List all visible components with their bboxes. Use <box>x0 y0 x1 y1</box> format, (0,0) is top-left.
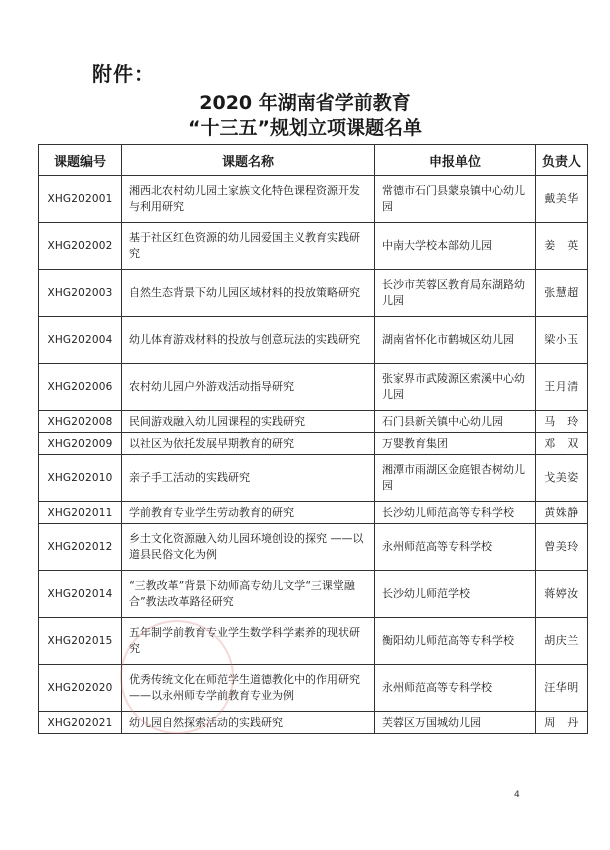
header-person: 负责人 <box>536 145 588 176</box>
row-unit: 常德市石门县蒙泉镇中心幼儿园 <box>375 176 536 223</box>
row-person: 戈美姿 <box>536 455 588 502</box>
row-unit: 中南大学校本部幼儿园 <box>375 223 536 270</box>
header-code: 课题编号 <box>39 145 122 176</box>
row-unit: 长沙幼儿师范高等专科学校 <box>375 502 536 524</box>
row-project-name: “三教改革”背景下幼师高专幼儿文学“三课堂融合”教法改革路径研究 <box>122 571 375 618</box>
row-project-name: 湘西北农村幼儿园土家族文化特色课程资源开发与利用研究 <box>122 176 375 223</box>
row-project-name: 以社区为依托发展早期教育的研究 <box>122 433 375 455</box>
header-unit: 申报单位 <box>375 145 536 176</box>
row-project-name: 亲子手工活动的实践研究 <box>122 455 375 502</box>
row-person: 戴美华 <box>536 176 588 223</box>
row-person: 曾美玲 <box>536 524 588 571</box>
row-code: XHG202004 <box>39 317 122 364</box>
page-number: 4 <box>514 790 520 800</box>
project-table <box>38 144 588 734</box>
row-unit: 衡阳幼儿师范高等专科学校 <box>375 618 536 665</box>
row-person: 蒋婷汝 <box>536 571 588 618</box>
row-code: XHG202002 <box>39 223 122 270</box>
table-row <box>39 571 588 618</box>
table-row <box>39 502 588 524</box>
row-person: 梁小玉 <box>536 317 588 364</box>
document-title-line1: 2020 年湖南省学前教育 <box>199 92 411 114</box>
table-row <box>39 524 588 571</box>
row-person: 姜 英 <box>536 223 588 270</box>
row-person: 汪华明 <box>536 665 588 712</box>
row-code: XHG202003 <box>39 270 122 317</box>
table-header-row <box>39 145 588 176</box>
row-code: XHG202001 <box>39 176 122 223</box>
row-unit: 张家界市武陵源区索溪中心幼儿园 <box>375 364 536 411</box>
row-code: XHG202011 <box>39 502 122 524</box>
attachment-label: 附件： <box>92 62 155 86</box>
table-row <box>39 618 588 665</box>
row-code: XHG202015 <box>39 618 122 665</box>
table-row <box>39 433 588 455</box>
row-project-name: 幼儿体育游戏材料的投放与创意玩法的实践研究 <box>122 317 375 364</box>
table-row <box>39 223 588 270</box>
row-unit: 芙蓉区万国城幼儿园 <box>375 712 536 734</box>
header-name: 课题名称 <box>122 145 375 176</box>
row-unit: 湘潭市雨湖区金庭银杏树幼儿园 <box>375 455 536 502</box>
table-row <box>39 712 588 734</box>
document-title-line2: “十三五”规划立项课题名单 <box>188 117 422 139</box>
row-project-name: 五年制学前教育专业学生数学科学素养的现状研究 <box>122 618 375 665</box>
table-row <box>39 317 588 364</box>
row-unit: 永州师范高等专科学校 <box>375 665 536 712</box>
row-project-name: 乡土文化资源融入幼儿园环境创设的探究 ——以道县民俗文化为例 <box>122 524 375 571</box>
row-person: 邓 双 <box>536 433 588 455</box>
row-person: 马 玲 <box>536 411 588 433</box>
row-code: XHG202021 <box>39 712 122 734</box>
row-project-name: 自然生态背景下幼儿园区域材料的投放策略研究 <box>122 270 375 317</box>
row-project-name: 农村幼儿园户外游戏活动指导研究 <box>122 364 375 411</box>
row-project-name: 民间游戏融入幼儿园课程的实践研究 <box>122 411 375 433</box>
row-person: 胡庆兰 <box>536 618 588 665</box>
row-project-name: 优秀传统文化在师范学生道德教化中的作用研究——以永州师专学前教育专业为例 <box>122 665 375 712</box>
row-person: 黄姝静 <box>536 502 588 524</box>
row-unit: 永州师范高等专科学校 <box>375 524 536 571</box>
row-unit: 长沙市芙蓉区教育局东湖路幼儿园 <box>375 270 536 317</box>
row-code: XHG202014 <box>39 571 122 618</box>
row-unit: 万婴教育集团 <box>375 433 536 455</box>
row-person: 王月清 <box>536 364 588 411</box>
table-row <box>39 176 588 223</box>
table-row <box>39 270 588 317</box>
table-row <box>39 665 588 712</box>
row-person: 周 丹 <box>536 712 588 734</box>
table-row <box>39 411 588 433</box>
row-person: 张慧超 <box>536 270 588 317</box>
row-code: XHG202006 <box>39 364 122 411</box>
row-project-name: 学前教育专业学生劳动教育的研究 <box>122 502 375 524</box>
row-code: XHG202012 <box>39 524 122 571</box>
row-unit: 湖南省怀化市鹤城区幼儿园 <box>375 317 536 364</box>
row-code: XHG202008 <box>39 411 122 433</box>
row-code: XHG202020 <box>39 665 122 712</box>
row-project-name: 幼儿园自然探索活动的实践研究 <box>122 712 375 734</box>
row-unit: 石门县新关镇中心幼儿园 <box>375 411 536 433</box>
table-row <box>39 364 588 411</box>
row-code: XHG202009 <box>39 433 122 455</box>
row-project-name: 基于社区红色资源的幼儿园爱国主义教育实践研究 <box>122 223 375 270</box>
row-code: XHG202010 <box>39 455 122 502</box>
table-row <box>39 455 588 502</box>
row-unit: 长沙幼儿师范学校 <box>375 571 536 618</box>
